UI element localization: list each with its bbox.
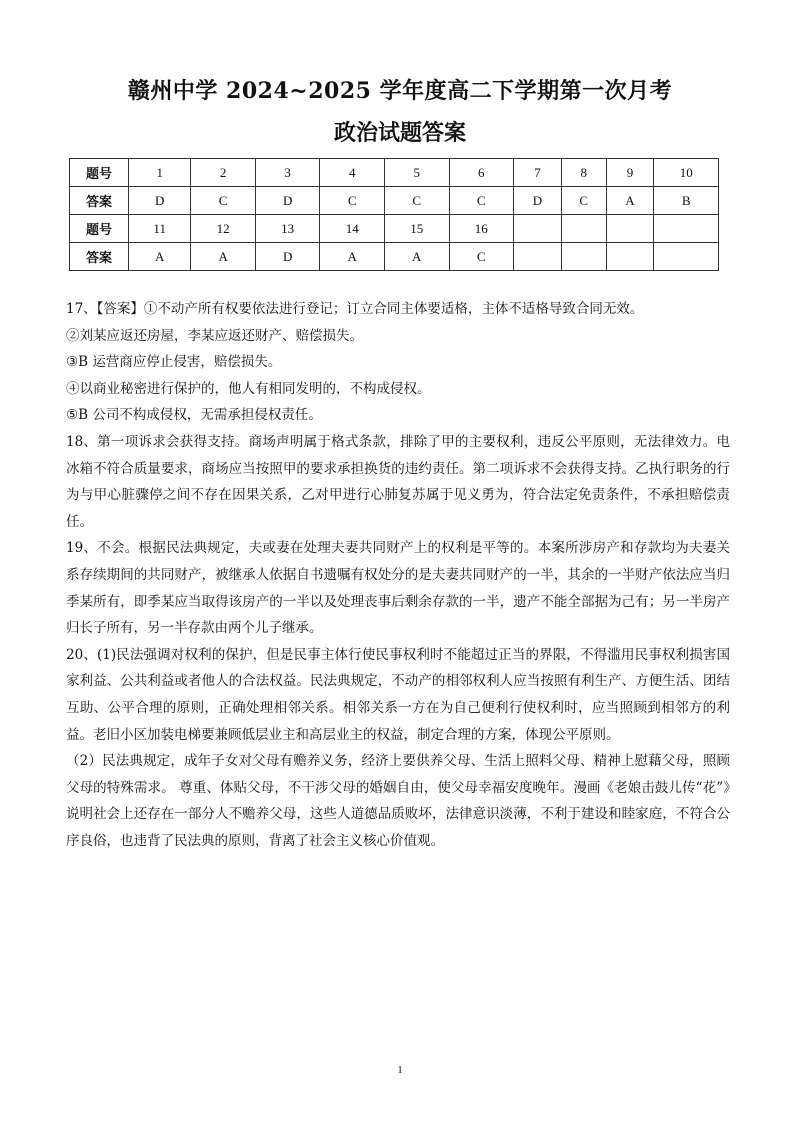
question-number-cell: 3 (255, 159, 320, 187)
question-number-cell: 16 (449, 215, 514, 243)
q20-part1-answer: 20、(1)民法强调对权利的保护，但是民事主体行使民事权利时不能超过正当的界限，不得滥用民事权利损害国家利益、公共利益或者他人的合法权益。民法典规定，不动产的相邻权利人应当按照有利生产、方便生活、团结互助、公平合理的原则，正确处理相邻关系。相邻关系一方在为自己便利行使权利时，应当照顾到相邻方的利益。老旧小区加装电梯要兼顾低层业主和高层业主的权益，制定合理的方案，体现公平原则。 (66, 646, 730, 743)
question-number-cell: 12 (191, 215, 256, 243)
answer-letter-cell: D (255, 243, 320, 271)
q18-answer: 18、第一项诉求会获得支持。商场声明属于格式条款，排除了甲的主要权利，违反公平原则，无法律效力。电冰箱不符合质量要求，商场应当按照甲的要求承担换货的违约责任。第二项诉求不会获得支持。乙执行职务的行为与甲心脏骤停之间不存在因果关系，乙对甲进行心肺复苏属于见义勇为，符合法定免责条件，不承担赔偿责任。 (66, 433, 730, 530)
answer-table (69, 158, 719, 271)
row-label: 答案 (70, 243, 129, 271)
answer-letter-cell: B (654, 187, 719, 215)
answer-content (66, 296, 730, 854)
question-number-row (70, 215, 719, 243)
answer-row (70, 243, 719, 271)
answer-letter-cell (654, 243, 719, 271)
question-number-cell: 11 (129, 215, 191, 243)
answer-row (70, 187, 719, 215)
question-number-cell: 4 (320, 159, 385, 187)
document-subtitle: 政治试题答案 (333, 120, 466, 146)
answer-letter-cell (561, 243, 606, 271)
answer-letter-cell: A (606, 187, 654, 215)
question-number-cell: 2 (191, 159, 256, 187)
page-number: 1 (397, 1064, 403, 1076)
answer-letter-cell (514, 243, 562, 271)
answer-letter-cell: C (449, 187, 514, 215)
answer-letter-cell: C (191, 187, 256, 215)
q19-answer: 19、不会。根据民法典规定，夫或妻在处理夫妻共同财产上的权利是平等的。本案所涉房产和存款均为夫妻关系存续期间的共同财产，被继承人依据自书遗嘱有权处分的是夫妻共同财产的一半，其余的一半财产依法应当归季某所有，即季某应当取得该房产的一半以及处理丧事后剩余存款的一半，遗产不能全部据为己有；另一半房产归长子所有，另一半存款由两个儿子继承。 (66, 540, 730, 637)
question-number-cell: 8 (561, 159, 606, 187)
answer-letter-cell: A (384, 243, 449, 271)
question-number-cell: 14 (320, 215, 385, 243)
answer-letter-cell: D (129, 187, 191, 215)
question-number-cell: 9 (606, 159, 654, 187)
answer-letter-cell: C (449, 243, 514, 271)
q17-line-1: 17、【答案】①不动产所有权要依法进行登记；订立合同主体要适格，主体不适格导致合同无效。 (66, 301, 644, 317)
answer-letter-cell: D (514, 187, 562, 215)
q17-line-2: ②刘某应返还房屋，李某应返还财产、赔偿损失。 (66, 327, 363, 344)
question-number-cell: 13 (255, 215, 320, 243)
row-label: 题号 (70, 159, 129, 187)
question-number-cell (606, 215, 654, 243)
answer-letter-cell: D (255, 187, 320, 215)
row-label: 答案 (70, 187, 129, 215)
q17-line-5: ⑤B 公司不构成侵权，无需承担侵权责任。 (66, 407, 322, 424)
answer-letter-cell: C (320, 187, 385, 215)
q17-line-4: ④以商业秘密进行保护的，他人有相同发明的，不构成侵权。 (66, 380, 431, 397)
question-number-cell: 15 (384, 215, 449, 243)
answer-letter-cell: C (561, 187, 606, 215)
question-number-cell: 10 (654, 159, 719, 187)
answer-letter-cell: A (129, 243, 191, 271)
question-number-cell: 1 (129, 159, 191, 187)
question-number-cell (514, 215, 562, 243)
answer-letter-cell: A (191, 243, 256, 271)
answer-letter-cell: A (320, 243, 385, 271)
question-number-cell: 5 (384, 159, 449, 187)
question-number-cell (654, 215, 719, 243)
question-number-cell (561, 215, 606, 243)
row-label: 题号 (70, 215, 129, 243)
answer-letter-cell: C (384, 187, 449, 215)
question-number-row (70, 159, 719, 187)
q20-part2-answer: （2）民法典规定，成年子女对父母有赡养义务，经济上要供养父母、生活上照料父母、精神上慰藉父母，照顾父母的特殊需求。 尊重、体贴父母，不干涉父母的婚姻自由，使父母幸福安度晚年。漫画《老娘击鼓儿传“花”》说明社会上还存在一部分人不赡养父母，这些人道德品质败坏，法律意识淡薄，不利于建设和睦家庭，不符合公序良俗，也违背了民法典的原则，背离了社会主义核心价值观。 (66, 753, 730, 849)
q17-line-3: ③B 运营商应停止侵害，赔偿损失。 (66, 354, 282, 371)
document-title: 赣州中学 2024~2025 学年度高二下学期第一次月考 (127, 78, 673, 104)
question-number-cell: 6 (449, 159, 514, 187)
answer-letter-cell (606, 243, 654, 271)
question-number-cell: 7 (514, 159, 562, 187)
